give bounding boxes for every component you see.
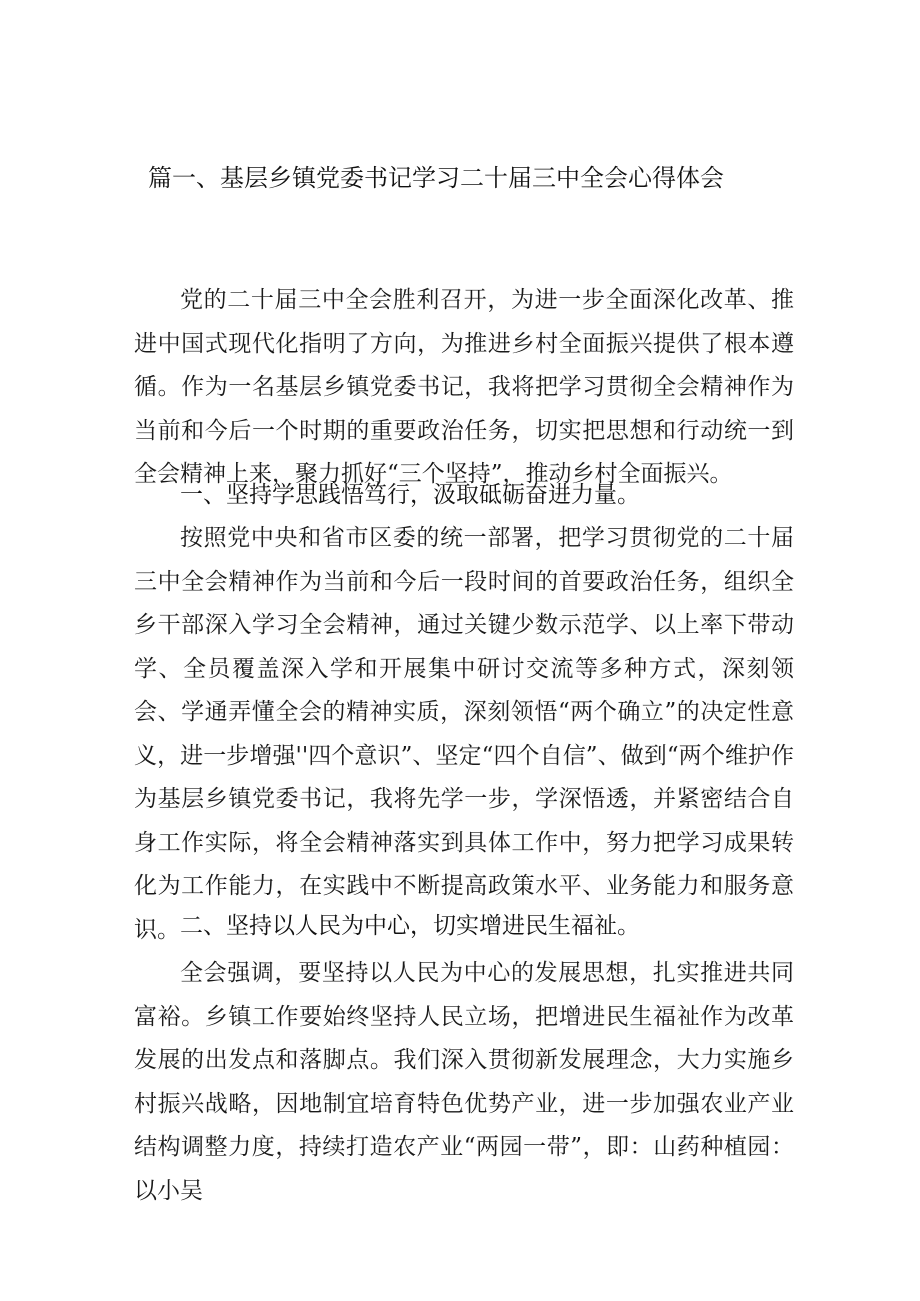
section-heading-1: 一、坚持学思践悟笃行，汲取砥砺奋进力量。	[180, 482, 640, 508]
paragraph-section-2: 全会强调，要坚持以人民为中心的发展思想，扎实推进共同富裕。乡镇工作要始终坚持人民立场，把增进民生福祉作为改革发展的出发点和落脚点。我们深入贯彻新发展理念，大力实施乡村振兴战略，因地制宜培育特色优势产业，进一步加强农业产业结构调整力度，持续打造农产业“两园一带”，即：山药种植园：以小吴	[134, 960, 794, 1204]
paragraph-section-1: 按照党中央和省市区委的统一部署，把学习贯彻党的二十届三中全会精神作为当前和今后一段时间的首要政治任务，组织全乡干部深入学习全会精神，通过关键少数示范学、以上率下带动学、全员覆盖深入学和开展集中研讨交流等多种方式，深刻领会、学通弄懂全会的精神实质，深刻领悟“两个确立”的决定性意义，进一步增强''四个意识”、坚定“四个自信”、做到“两个维护作为基层乡镇党委书记，我将先学一步，学深悟透，并紧密结合自身工作实际，将全会精神落实到具体工作中，努力把学习成果转化为工作能力，在实践中不断提高政策水平、业务能力和服务意识。	[134, 525, 794, 943]
document-title: 篇一、基层乡镇党委书记学习二十届三中全会心得体会	[148, 164, 724, 192]
paragraph-intro: 党的二十届三中全会胜利召开，为进一步全面深化改革、推进中国式现代化指明了方向，为推进乡村全面振兴提供了根本遵循。作为一名基层乡镇党委书记，我将把学习贯彻全会精神作为当前和今后一个时期的重要政治任务，切实把思想和行动统一到全会精神上来，聚力抓好“三个坚持”，推动乡村全面振兴。	[134, 287, 794, 487]
section-heading-2: 二、坚持以人民为中心，切实增进民生福祉。	[180, 913, 640, 939]
